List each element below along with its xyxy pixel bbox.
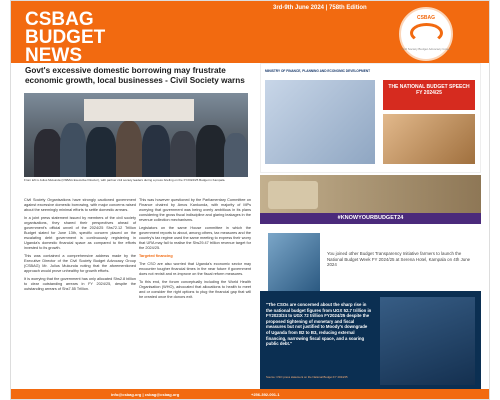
paragraph: Civil Society Organisations have strongly cautioned government against excessive domestic borrowing, with major concerns raised about the seemingly minimal efforts to settle domestic arrears. [24,198,136,212]
launch-photo [260,175,481,213]
paragraph: To this end, the forum conceptually including the World Health Organisation (WHO), advocated that allocations to health to meet and or consider the right options to plug the financial gap that will be created once the donors exit. [139,280,251,299]
ad-photo-secondary [383,114,475,164]
paragraph: In a joint press statement issued by members of the civil society organisations, they shared their perspectives ahead of government's official unveil of the 2024/25 Shs72.12 Trillion Budget slated for June 13th, specific concern placed on the escalating debt government is continuously registering in Uganda's domestic financial space as compared to the efforts invested to its growth. [24,216,136,250]
edition-label: 3rd-9th June 2024 | 758th Edition [273,5,367,11]
budget-speech-ad [260,63,481,173]
logo-subtext: Civil Society Budget Advocacy Group [401,47,451,51]
newsletter-page [10,0,490,400]
footer-email[interactable]: info@csbag.org | csbag@csbag.org [111,392,180,397]
article-column-1 [24,198,136,295]
footer-phone[interactable]: +256-392-001-1 [251,392,280,397]
hashtag-banner: #KNOWYOURBUDGET24 [260,213,481,224]
article-column-2 [139,198,251,303]
budget-speech-label: THE NATIONAL BUDGET SPEECH FY 2024/25 [383,80,475,110]
paragraph: This was contained a comprehensive address made by the Executive Director of the Civil Society Budget Advocacy Group (CSBAG) Mr. Julius Mukunda noting that the aforementioned approach would prove unhealthy for growth efforts. [24,254,136,273]
paragraph: The CSO are also worried that Uganda's economic sector may encounter tougher financial times in the near future if government does not revisit and re-improve on the fiscal reform measures. [139,262,251,276]
quote-source: Source: CSO press statement on the National Budget FY 2024/25 [266,375,348,379]
ministry-header: MINISTRY OF FINANCE, PLANNING AND ECONOMIC DEVELOPMENT [265,69,371,73]
photo-caption: From left is Julius Mukunda (CSBAG Executive Director), with partner civil society leaders during a press briefing on the FY2024/25 Budget in Kampala. [24,178,226,182]
ad-photo [265,80,375,164]
paragraph: It is worrying that the government has only allocated Shs2.8 billion to clear outstanding arrears in FY 2024/25, despite the outstanding arrears of Shs7.55 Trillion. [24,277,136,291]
paragraph: Legislators on the same House committee in which the government reports to about, among others, tax measures and the country's tax regime used the same meeting to express their worry that URA may fail to realise the Shs29.47 trillion revenue target for the 2024/25. [139,226,251,250]
quote-text: "The CSOs are concerned about the sharp rise in the national budget figures from UGX 52.7 trillion in FY2023/24 to UGX 72 trillion FY2024/25 despite the proposed tightening of monetary and fiscal measures but not justified to Moody's downgrade of Uganda from B2 to B3, reducing external financing, narrowing fiscal space, and a soaring public debt." [266,302,372,347]
newsletter-title: CSBAG BUDGET NEWS [25,9,106,66]
photo-banner [84,99,194,121]
camera-crew-image [268,181,318,209]
invite-photo [268,233,320,291]
article-photo [24,93,248,177]
logo-ring-icon [410,23,443,43]
article-headline: Govt's excessive domestic borrowing may frustrate economic growth, local businesses - Civil Society warns [25,66,245,85]
footer-bar [11,389,490,400]
paragraph: This was however questioned by the Parliamentary Committee on Finance chaired by Amos Kankunda, with majority of MPs worrying that government was being overly ambitious in its plans considering the gross fiscal indiscipline and glaring leakages in the revenue collection mechanisms. [139,198,251,222]
logo-text: CSBAG [416,15,436,21]
invite-text: You joined other Budget Transparency Initiative farmers to launch the National Budget Week FY 2024/25 at Serena Hotel, Kampala on 4th June 2024 [327,251,471,268]
csbag-logo [399,7,453,61]
quote-photo [380,297,475,385]
quote-box [260,291,481,391]
section-heading: Targeted financing [139,254,173,258]
